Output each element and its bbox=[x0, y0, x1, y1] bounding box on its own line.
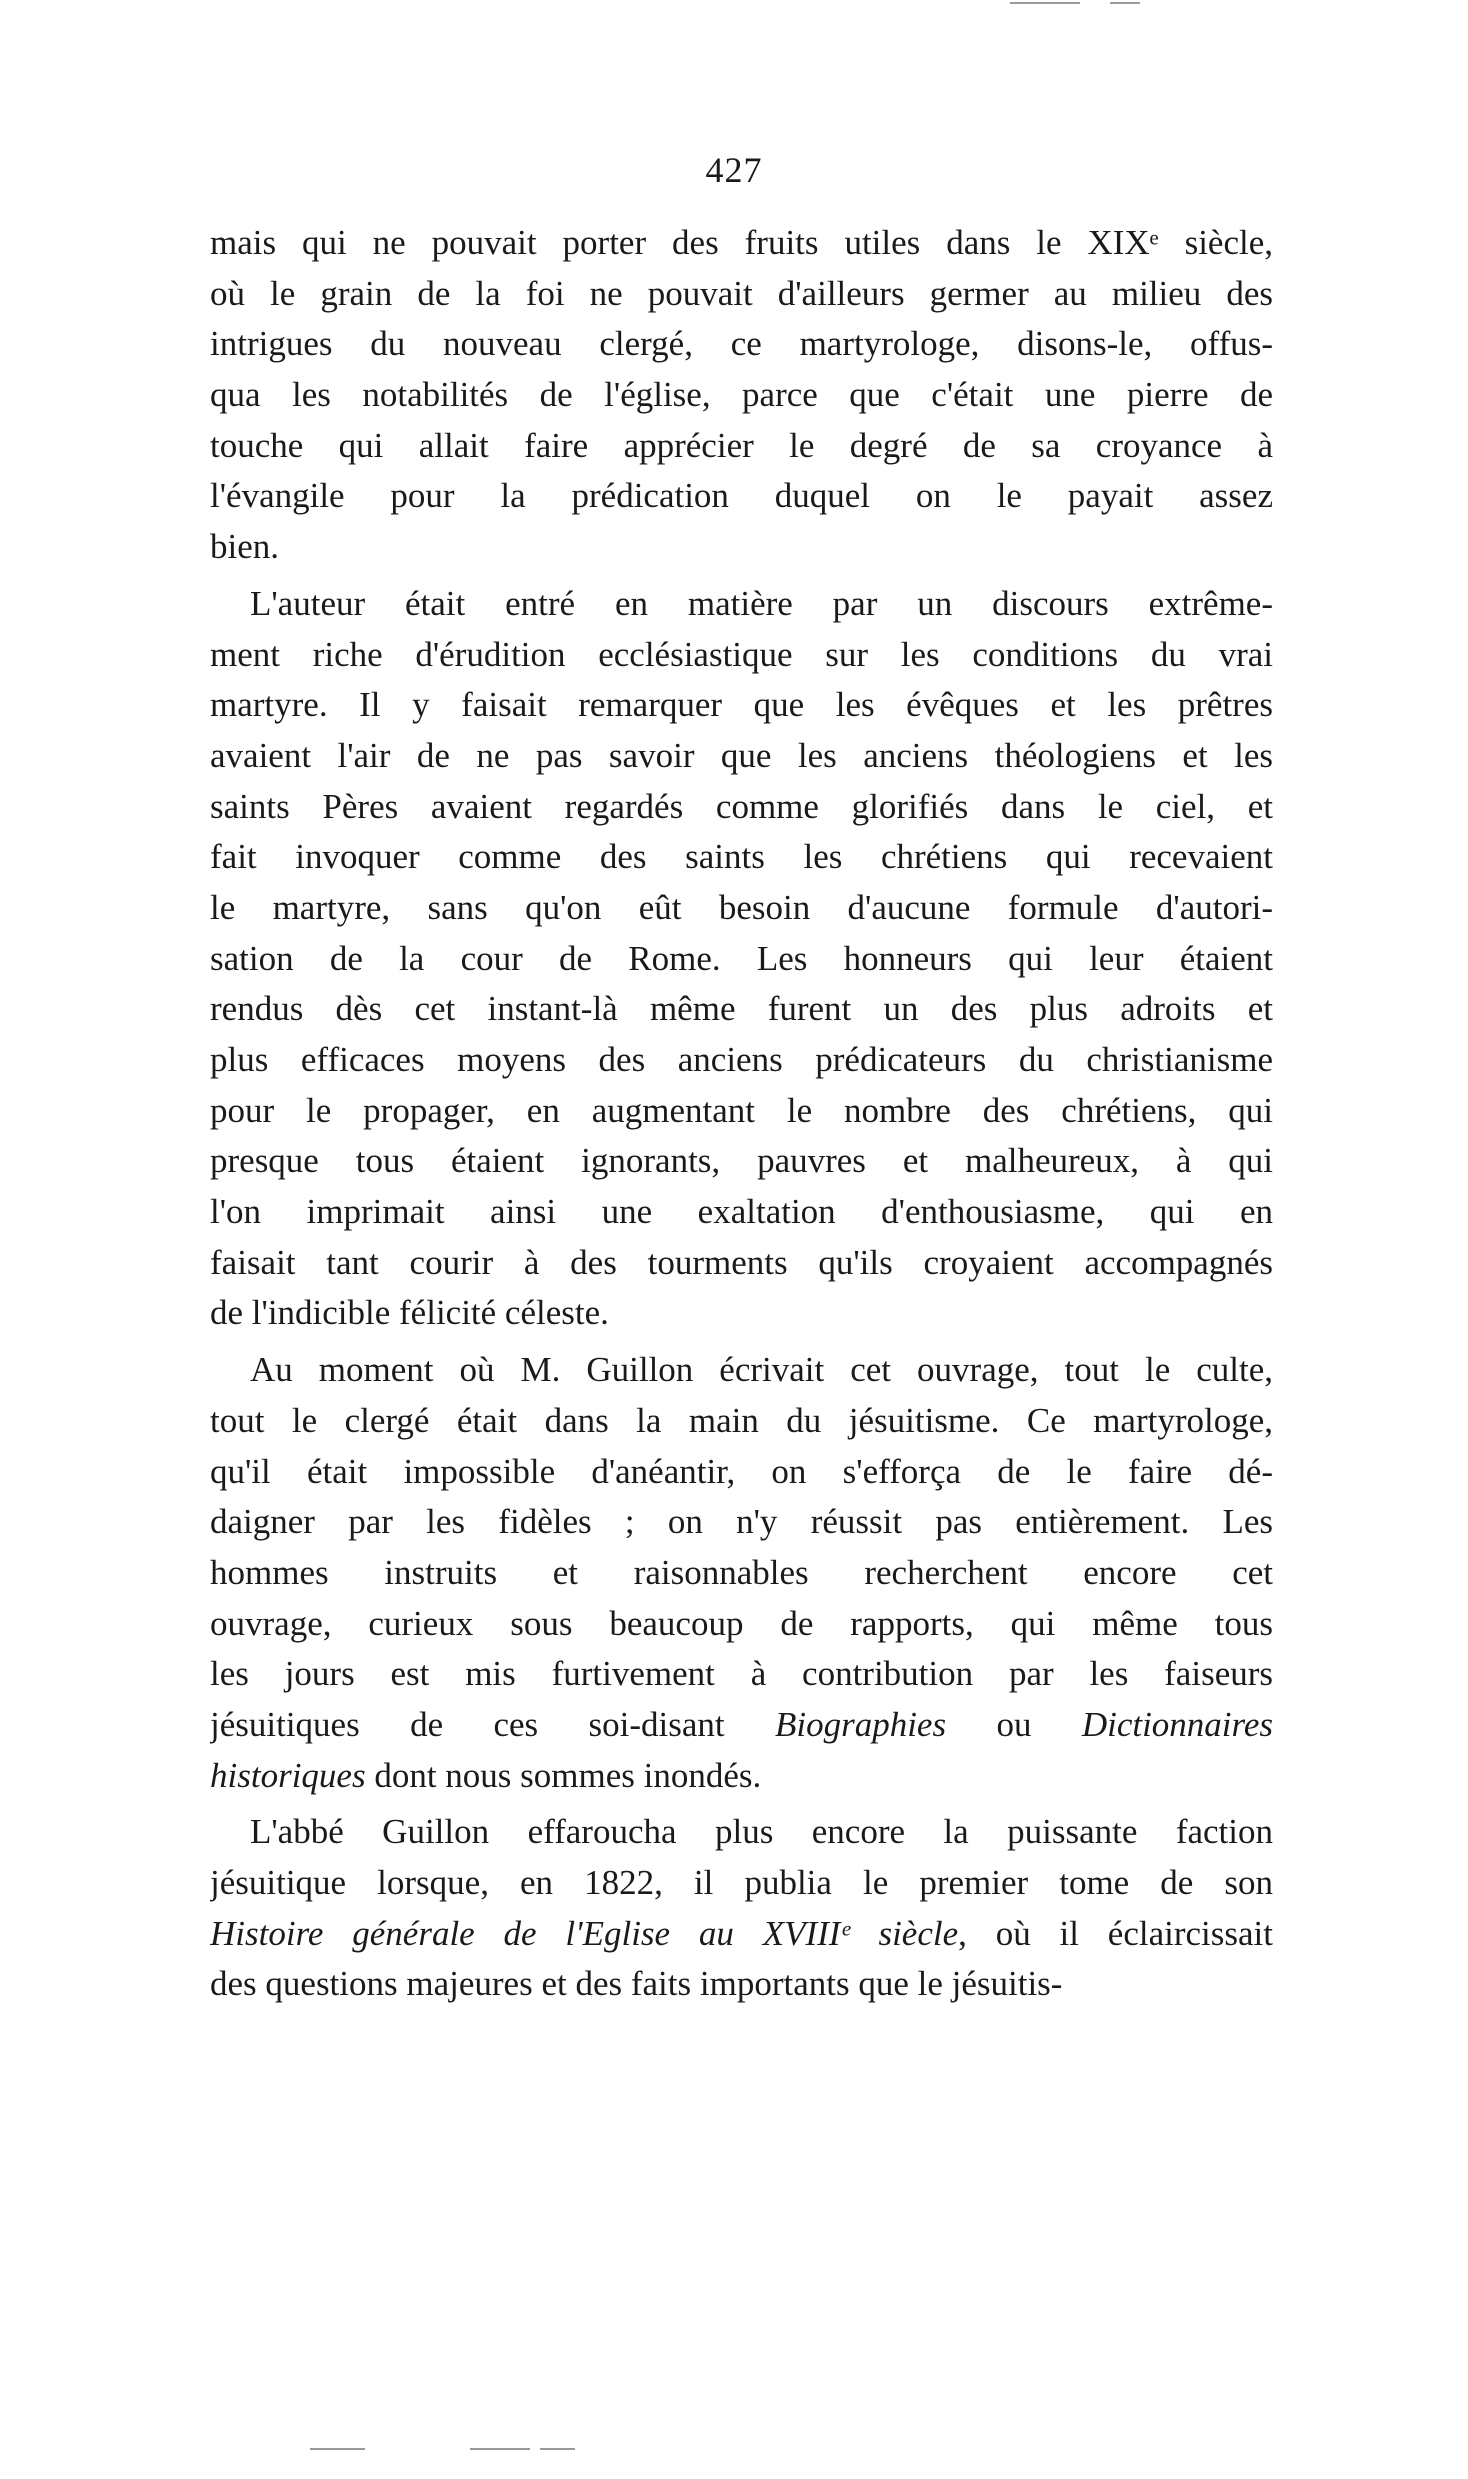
text-line: intrigues du nouveau clergé, ce martyrologe, disons-le, offus- bbox=[210, 324, 1273, 364]
text-line: faisait tant courir à des tourments qu'ils croyaient accompagnés bbox=[210, 1242, 1273, 1282]
paragraph bbox=[210, 1807, 1273, 2010]
text-line: rendus dès cet instant-là même furent un des plus adroits et bbox=[210, 989, 1273, 1029]
text-line: L'abbé Guillon effaroucha plus encore la puissante faction bbox=[250, 1812, 1273, 1852]
text-line: jésuitiques de ces soi-disant Biographies ou Dictionnaires bbox=[210, 1704, 1273, 1744]
text-line: l'évangile pour la prédication duquel on le payait assez bbox=[210, 476, 1273, 516]
text-line: avaient l'air de ne pas savoir que les anciens théologiens et les bbox=[210, 735, 1273, 775]
text-line: bien. bbox=[210, 527, 280, 567]
paragraph bbox=[210, 1345, 1273, 1801]
text-line: saints Pères avaient regardés comme glorifiés dans le ciel, et bbox=[210, 786, 1273, 826]
text-line: pour le propager, en augmentant le nombre des chrétiens, qui bbox=[210, 1090, 1273, 1130]
text-line: où le grain de la foi ne pouvait d'ailleurs germer au milieu des bbox=[210, 273, 1273, 313]
paragraph bbox=[210, 579, 1273, 1339]
text-line: l'on imprimait ainsi une exaltation d'enthousiasme, qui en bbox=[210, 1192, 1273, 1232]
text-line: daigner par les fidèles ; on n'y réussit pas entièrement. Les bbox=[210, 1502, 1273, 1542]
text-line: mais qui ne pouvait porter des fruits utiles dans le XIXᵉ siècle, bbox=[210, 223, 1273, 262]
scan-edge-line-top-2 bbox=[1110, 2, 1140, 4]
scan-edge-line-bottom-3 bbox=[540, 2448, 575, 2450]
text-line: hommes instruits et raisonnables recherchent encore cet bbox=[210, 1552, 1273, 1592]
text-line: historiques dont nous sommes inondés. bbox=[210, 1755, 762, 1795]
scan-edge-line-bottom-2 bbox=[470, 2448, 530, 2450]
text-line: jésuitique lorsque, en 1822, il publia le premier tome de son bbox=[210, 1863, 1273, 1902]
text-line: les jours est mis furtivement à contribution par les faiseurs bbox=[210, 1654, 1273, 1694]
text-line: tout le clergé était dans la main du jésuitisme. Ce martyrologe, bbox=[210, 1400, 1273, 1440]
text-line: touche qui allait faire apprécier le degré de sa croyance à bbox=[210, 425, 1273, 465]
text-line: des questions majeures et des faits importants que le jésuitis- bbox=[210, 1964, 1063, 2004]
text-line: martyre. Il y faisait remarquer que les évêques et les prêtres bbox=[210, 685, 1273, 725]
text-line: de l'indicible félicité céleste. bbox=[210, 1293, 609, 1333]
scan-edge-line-bottom bbox=[310, 2448, 365, 2450]
text-line: ment riche d'érudition ecclésiastique sur les conditions du vrai bbox=[210, 634, 1273, 674]
text-line: sation de la cour de Rome. Les honneurs qui leur étaient bbox=[210, 938, 1273, 978]
page-number: 427 bbox=[705, 150, 763, 190]
text-line: Histoire générale de l'Eglise au XVIIIᵉ siècle, où il éclaircissait bbox=[210, 1913, 1273, 1953]
text-line: le martyre, sans qu'on eût besoin d'aucune formule d'autori- bbox=[210, 887, 1273, 927]
text-line: qua les notabilités de l'église, parce que c'était une pierre de bbox=[210, 375, 1273, 415]
text-line: qu'il était impossible d'anéantir, on s'efforça de le faire dé- bbox=[210, 1451, 1273, 1491]
text-line: L'auteur était entré en matière par un discours extrême- bbox=[250, 583, 1273, 623]
paragraph bbox=[210, 218, 1273, 573]
text-line: presque tous étaient ignorants, pauvres et malheureux, à qui bbox=[210, 1141, 1273, 1181]
text-line: Au moment où M. Guillon écrivait cet ouvrage, tout le culte, bbox=[250, 1350, 1273, 1390]
scan-edge-line-top bbox=[1010, 2, 1080, 4]
text-line: plus efficaces moyens des anciens prédicateurs du christianisme bbox=[210, 1040, 1273, 1079]
text-line: ouvrage, curieux sous beaucoup de rapports, qui même tous bbox=[210, 1603, 1273, 1643]
body-text bbox=[210, 218, 1273, 2010]
text-line: fait invoquer comme des saints les chrétiens qui recevaient bbox=[210, 837, 1273, 877]
